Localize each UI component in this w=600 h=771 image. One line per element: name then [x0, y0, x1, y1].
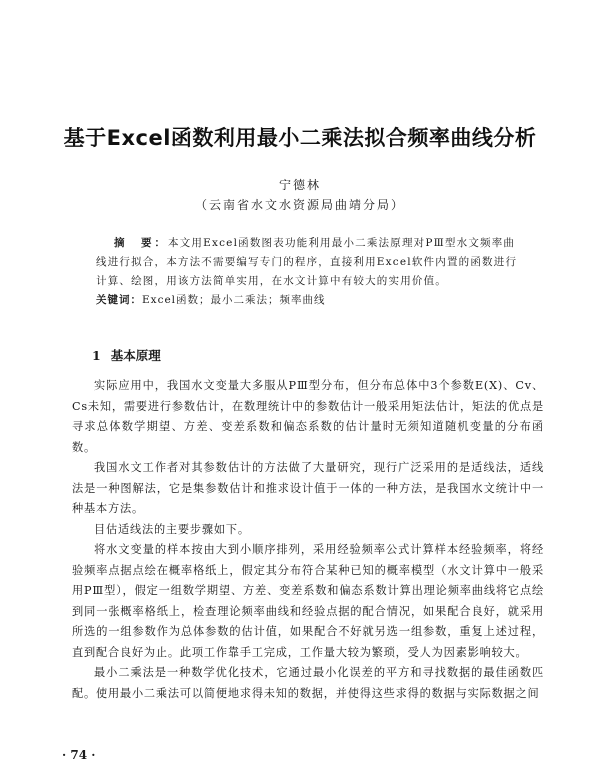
section-number: 1 [92, 348, 101, 363]
paragraph: 最小二乘法是一种数学优化技术，它通过最小化误差的平方和寻找数据的最佳函数匹配。使用最小二乘法可以简便地求得未知的数据，并使得这些求得的数据与实际数据之间 [72, 666, 544, 700]
keywords-text: Excel函数；最小二乘法；频率曲线 [142, 294, 326, 306]
page-number: · 74 · [62, 748, 96, 762]
paper-title: 基于Excel函数利用最小二乘法拟合频率曲线分析 [63, 126, 537, 150]
abstract-label: 摘 要： [114, 237, 168, 249]
body-text [72, 376, 544, 704]
paragraph: 我国水文工作者对其参数估计的方法做了大量研究，现行广泛采用的是适线法，适线法是一种图解法，它是集参数估计和推求设计值于一体的一种方法，是我国水文统计中一种基本方法。 [72, 461, 544, 515]
paragraph: 将水文变量的样本按由大到小顺序排列，采用经验频率公式计算样本经验频率，将经验频率点据点绘在概率格纸上，假定其分布符合某种已知的概率模型（水文计算中一般采用PⅢ型），假定一组数学期望、方差、变差系数和偏态系数计算出理论频率曲线将它点绘到同一张概率格纸上，检查理论频率曲线和经验点据的配合情况，如果配合良好，就采用所选的一组参数作为总体参数的估计值，如果配合不好就另选一组参数，重复上述过程，直到配合良好为止。此项工作靠手工完成，工作量大较为繁琐，受人为因素影响较大。 [72, 543, 544, 659]
keywords-label: 关键词： [96, 294, 142, 306]
section-heading [92, 346, 161, 364]
abstract [96, 234, 526, 291]
abstract-text: 本文用Excel函数图表功能利用最小二乘法原理对PⅢ型水文频率曲线进行拟合，本方法不需要编写专门的程序，直接利用Excel软件内置的函数进行计算、绘图，用该方法简单实用，在水文计算中有较大的实用价值。 [96, 237, 518, 287]
author-affiliation: （云南省水文水资源局曲靖分局） [194, 198, 405, 212]
paragraph: 目估适线法的主要步骤如下。 [94, 522, 250, 536]
author-name: 宁德林 [278, 178, 321, 192]
keywords [96, 292, 526, 307]
section-title: 基本原理 [110, 348, 161, 363]
paragraph: 实际应用中，我国水文变量大多服从PⅢ型分布，但分布总体中3个参数E(X)、Cv、Cs未知，需要进行参数估计，在数理统计中的参数估计一般采用矩法估计，矩法的优点是寻求总体数学期望、方差、变差系数和偏态系数的估计量时无须知道随机变量的分布函数。 [72, 379, 544, 454]
